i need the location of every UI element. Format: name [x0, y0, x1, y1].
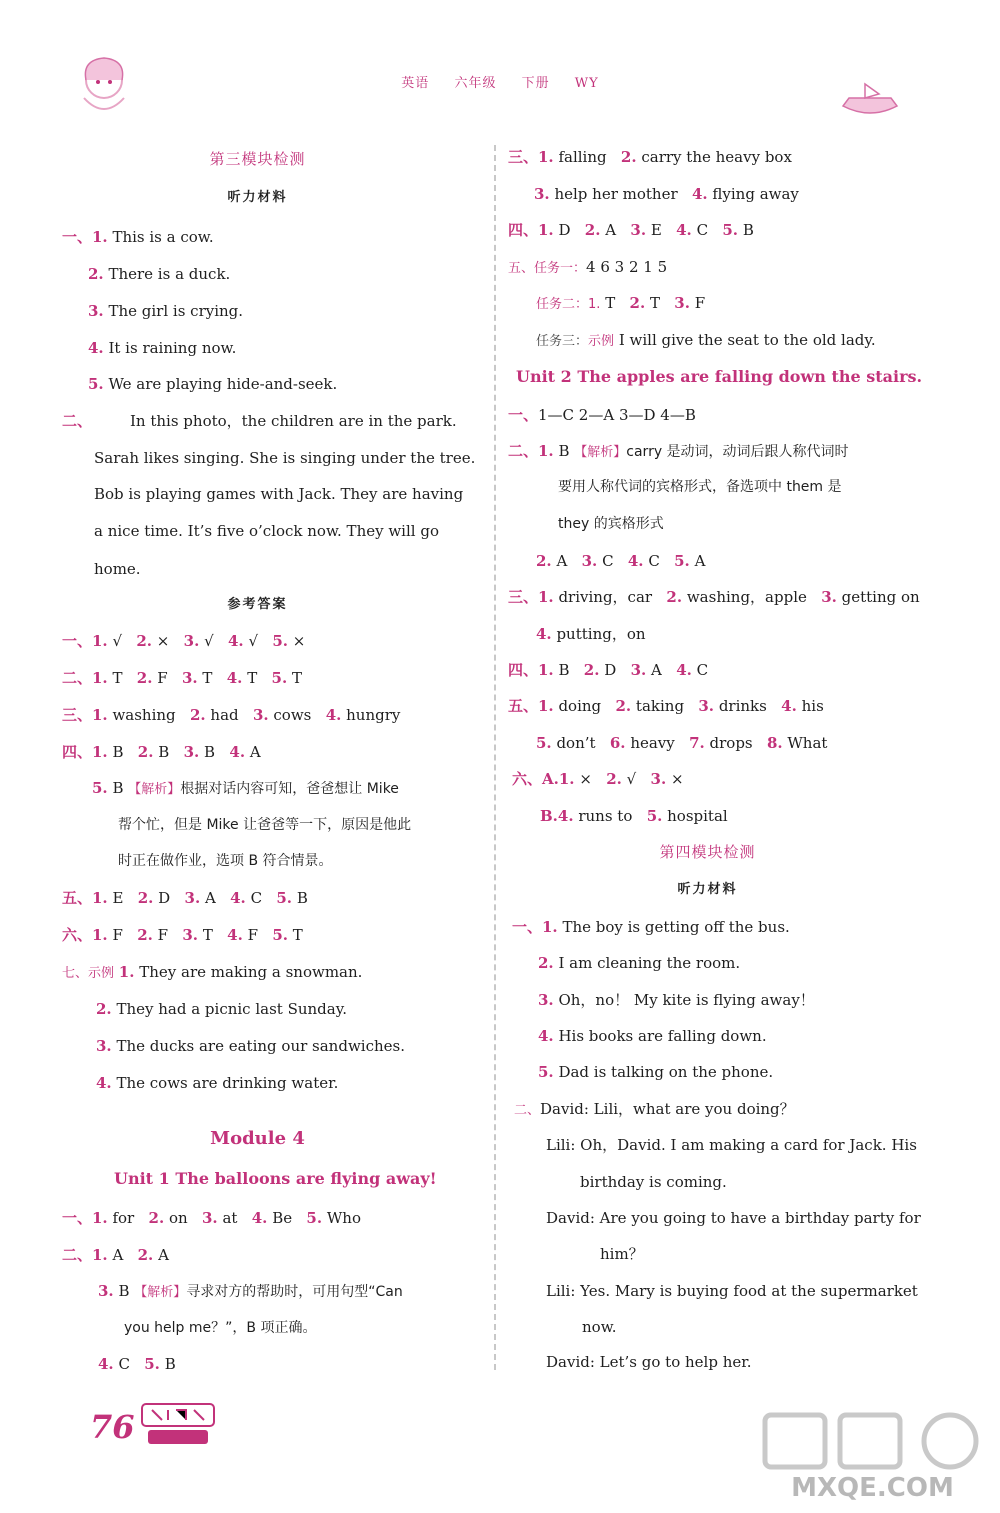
answer-row-7-item1: 七、示例 1. They are making a snowman. — [62, 963, 363, 981]
listen1-item2: 2. There is a duck. — [88, 265, 231, 283]
listen1-item1: 一、1. This is a cow. — [62, 228, 214, 246]
unit1-answer-row-1: 一、1. for 2. on 3. at 4. Be 5. Who — [62, 1209, 361, 1227]
u2-answer-row-5b: 5. don’t 6. heavy 7. drops 8. What — [536, 734, 828, 752]
r-listen2-line4: David: Are you going to have a birthday party for — [546, 1209, 921, 1227]
listen2-marker: 二、 — [62, 412, 93, 430]
answer-row-2: 二、1. T 2. F 3. T 4. T 5. T — [62, 669, 302, 687]
watermark — [755, 1405, 990, 1505]
brand-logo-icon — [138, 1400, 218, 1450]
module4-title: Module 4 — [210, 1128, 305, 1149]
r-listen2-line3: birthday is coming. — [580, 1173, 727, 1191]
listen1-item4: 4. It is raining now. — [88, 339, 237, 357]
boat-illustration-icon — [835, 80, 905, 120]
r-answer-row-5-task1: 五、任务一：4 6 3 2 1 5 — [508, 258, 668, 276]
answer-4-5-line3: 时正在做作业，选项 B 符合情景。 — [118, 853, 333, 869]
listen1-item5: 5. We are playing hide-and-seek. — [88, 375, 338, 393]
u2-answer-row-6b: B.4. runs to 5. hospital — [540, 807, 728, 825]
grade-label: 六年级 — [454, 76, 497, 91]
u2-answer-row-6a: 六、A.1. × 2. √ 3. × — [512, 770, 684, 788]
watermark-logo-icon — [755, 1405, 990, 1475]
r-listen2-line5: him？ — [600, 1245, 644, 1263]
subject-label: 英语 — [401, 76, 430, 91]
r-answer-row-5-task2: 任务二：1. T 2. T 3. F — [536, 294, 706, 312]
r-listen2-line8: David: Let’s go to help her. — [546, 1353, 752, 1371]
r-listen2-line7: now. — [582, 1318, 617, 1336]
unit2-title: Unit 2 The apples are falling down the stairs. — [516, 367, 923, 386]
unit1-answer-2-4: 4. C 5. B — [98, 1355, 176, 1373]
answer-row-7-item3: 3. The ducks are eating our sandwiches. — [96, 1037, 405, 1055]
answer-4-5-line2: 帮个忙，但是 Mike 让爸爸等一下，原因是他此 — [118, 817, 412, 833]
u2-answer-row-2b: 2. A 3. C 4. C 5. A — [536, 552, 706, 570]
edition-label: WY — [574, 76, 599, 91]
u2-answer-row-3a: 三、1. driving，car 2. washing，apple 3. getting on — [508, 588, 920, 606]
u2-answer-row-2-line3: they 的宾格形式 — [558, 516, 664, 532]
listening-title-2: 听力材料 — [677, 882, 738, 897]
listen2-line5: home. — [94, 560, 141, 578]
r-answer-row-4: 四、1. D 2. A 3. E 4. C 5. B — [508, 221, 754, 239]
answer-row-5: 五、1. E 2. D 3. A 4. C 5. B — [62, 889, 308, 907]
answer-4-5-line1: 5. B 【解析】根据对话内容可知，爸爸想让 Mike — [92, 779, 399, 797]
r-answer-row-3a: 三、1. falling 2. carry the heavy box — [508, 148, 792, 166]
r-listen1-item2: 2. I am cleaning the room. — [538, 954, 741, 972]
r-answer-row-5-task3: 任务三：示例 I will give the seat to the old lady. — [536, 331, 876, 349]
answer-row-7-item2: 2. They had a picnic last Sunday. — [96, 1000, 347, 1018]
listening-title: 听力材料 — [227, 190, 288, 205]
u2-answer-row-3b: 4. putting，on — [536, 625, 646, 643]
unit1-title: Unit 1 The balloons are flying away! — [114, 1169, 437, 1188]
r-listen1-item1: 一、1. The boy is getting off the bus. — [512, 918, 790, 936]
r-answer-row-3b: 3. help her mother 4. flying away — [534, 185, 799, 203]
r-listen1-item5: 5. Dad is talking on the phone. — [538, 1063, 774, 1081]
page-number: 76 — [90, 1408, 135, 1446]
unit1-answer-2-3-line1: 3. B 【解析】寻求对方的帮助时，可用句型“Can — [98, 1282, 403, 1300]
listen2-line3: Bob is playing games with Jack. They are having — [94, 485, 464, 503]
u2-answer-row-1: 一、1—C 2—A 3—D 4—B — [508, 406, 696, 424]
u2-answer-row-4: 四、1. B 2. D 3. A 4. C — [508, 661, 709, 679]
answer-row-3: 三、1. washing 2. had 3. cows 4. hungry — [62, 706, 401, 724]
section3-title: 第三模块检测 — [209, 150, 306, 168]
r-listen2-line1: 二、David: Lili，what are you doing？ — [514, 1100, 795, 1118]
u2-answer-row-2-line2: 要用人称代词的宾格形式，备选项中 them 是 — [558, 479, 842, 495]
r-listen2-line2: Lili: Oh，David. I am making a card for Jack. His — [546, 1136, 917, 1154]
listen1-item3: 3. The girl is crying. — [88, 302, 244, 320]
r-listen1-item3: 3. Oh，no！ My kite is flying away！ — [538, 991, 815, 1009]
column-divider — [494, 145, 496, 1370]
r-listen1-item4: 4. His books are falling down. — [538, 1027, 767, 1045]
u2-answer-row-5a: 五、1. doing 2. taking 3. drinks 4. his — [508, 697, 824, 715]
answers-title: 参考答案 — [227, 597, 288, 612]
answer-row-6: 六、1. F 2. F 3. T 4. F 5. T — [62, 926, 303, 944]
section4-title: 第四模块检测 — [659, 843, 756, 861]
listen2-line2: Sarah likes singing. She is singing under the tree. — [94, 449, 476, 467]
u2-answer-row-2-line1: 二、1. B 【解析】carry 是动词，动词后跟人称代词时 — [508, 442, 849, 460]
answer-row-7-item4: 4. The cows are drinking water. — [96, 1074, 339, 1092]
r-listen2-line6: Lili: Yes. Mary is buying food at the supermarket — [546, 1282, 918, 1300]
answer-row-1: 一、1. √ 2. × 3. √ 4. √ 5. × — [62, 632, 306, 650]
unit1-answer-row-2: 二、1. A 2. A — [62, 1246, 169, 1264]
watermark-text: MXQE.COM — [791, 1473, 954, 1503]
volume-label: 下册 — [521, 76, 550, 91]
unit1-answer-2-3-line2: you help me？”，B 项正确。 — [124, 1320, 317, 1336]
answer-row-4: 四、1. B 2. B 3. B 4. A — [62, 743, 261, 761]
listen2-line1: In this photo，the children are in the park. — [130, 412, 457, 430]
listen2-line4: a nice time. It’s five o’clock now. They will go — [94, 522, 439, 540]
